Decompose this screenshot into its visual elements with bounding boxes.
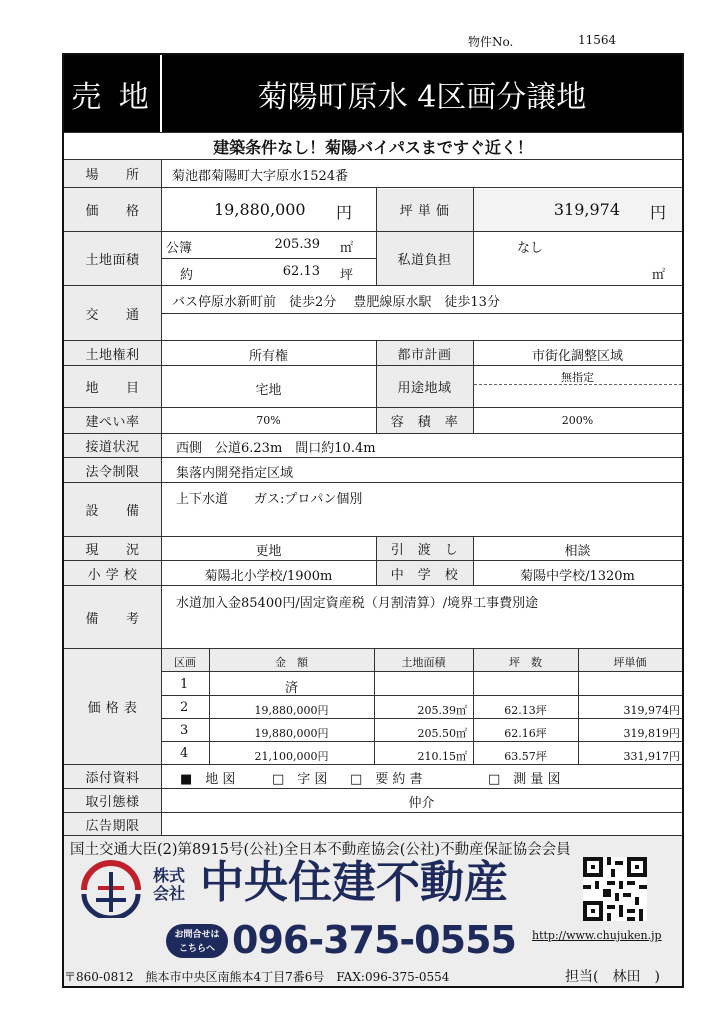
handover-label: 引 渡 し [390,543,459,558]
website-link[interactable]: http://www.chujuken.jp [532,929,662,942]
contact-badge-text-1: お問合せは [174,930,220,940]
price-table-header: 坪単価 [613,656,647,669]
price-table-label: 価 格 表 [87,701,138,716]
price-table-header: 坪 数 [509,656,542,669]
attachment-survey: □ 測 量 図 [488,772,561,787]
contact-badge-text-2: こちらへ [178,944,215,954]
land-area-label: 土地面積 [85,253,140,268]
lot-no: 1 [180,677,189,692]
lot-price: 19,880,000円 [254,704,329,717]
company-prefix-2: 会社 [153,884,186,903]
catch-copy: 建築条件なし！菊陽バイパスまですぐ近く！ [213,137,533,157]
address-text: 〒860-0812 熊本市中央区南熊本4丁目7番6号 FAX:096-375-0554 [64,970,450,984]
price-table-header: 区画 [174,656,196,669]
lot-tsubo: 62.13坪 [504,704,547,717]
qr-code-icon [583,857,647,921]
remarks-value: 水道加入金85400円/固定資産税（月割清算）/境界工事費別途 [176,596,539,611]
lot-price: 19,880,000円 [254,727,329,740]
zoning-value: 無指定 [561,371,594,384]
facilities-value: 上下水道 ガス:プロパン個別 [176,492,363,507]
price-label: 価 格 [85,204,140,219]
location-value: 菊池郡菊陽町大字原水1524番 [172,169,349,184]
lot-unit-price: 319,974円 [623,704,680,717]
facilities-label: 設 備 [85,504,140,519]
city-plan-label: 都市計画 [397,347,452,363]
transaction-label: 取引態様 [85,795,140,810]
price-unit: 円 [336,203,353,222]
price-table-header: 金 額 [275,656,308,669]
property-no: 11564 [578,33,617,47]
approx-area-value: 62.13 [282,264,320,279]
attachment-summary: □ 要 約 書 [350,772,423,787]
official-area-value: 205.39 [274,237,320,252]
category-title: 売 地 [71,80,153,115]
far-label: 容 積 率 [390,415,459,430]
far-value: 200% [561,414,594,427]
private-road-value: なし [517,241,544,256]
company-name: 中央住建不動産 [200,857,508,908]
lot-unit-price: 319,819円 [623,727,680,740]
status-value: 更地 [255,544,282,559]
lot-area: 210.15㎡ [417,750,467,763]
junior-high-label: 中 学 校 [390,567,459,583]
land-category-value: 宅地 [255,383,282,398]
private-road-unit: ㎡ [652,268,666,283]
elementary-school-value: 菊陽北小学校/1900m [204,569,333,584]
price-table-header: 土地面積 [401,656,446,669]
property-no-label: 物件No. [468,35,514,49]
lot-price: 済 [284,681,298,696]
attachments-label: 添付資料 [85,771,140,786]
official-area-label: 公簿 [166,241,193,256]
approx-area-unit: 坪 [340,268,354,283]
lot-price: 21,100,000円 [254,750,329,763]
approx-area-label: 約 [180,268,194,283]
elementary-school-label: 小 学 校 [87,567,138,583]
lot-no: 2 [180,700,189,715]
unit-price-label: 坪 単 価 [399,204,450,219]
lot-area: 205.39㎡ [417,704,467,717]
zoning-label: 用途地域 [397,381,452,396]
legal-value: 集落内開発指定区域 [176,466,294,481]
city-plan-value: 市街化調整区域 [531,349,623,364]
lot-no: 3 [180,723,189,738]
legal-label: 法令制限 [85,464,140,480]
official-area-unit: ㎡ [340,241,354,256]
lot-no: 4 [180,746,189,761]
land-rights-label: 土地権利 [85,347,140,363]
lot-tsubo: 62.16坪 [504,727,547,740]
private-road-label: 私道負担 [397,253,452,268]
status-label: 現 況 [85,543,140,558]
attachment-map: ■ 地 図 [180,772,236,787]
transaction-value: 仲介 [408,796,435,811]
coverage-value: 70% [256,414,281,427]
staff-text: 担当( 林田 ) [565,969,660,985]
junior-high-value: 菊陽中学校/1320m [520,569,635,584]
coverage-label: 建ぺい率 [85,415,140,430]
road-label: 接道状況 [85,440,140,455]
location-label: 場 所 [85,168,140,183]
lot-area: 205.50㎡ [417,727,467,740]
unit-price-unit: 円 [650,203,667,222]
company-logo-icon [80,860,142,918]
transport-label: 交 通 [85,307,140,323]
transport-value: バス停原水新町前 徒歩2分 豊肥線原水駅 徒歩13分 [172,295,500,310]
ad-period-label: 広告期限 [85,818,140,834]
land-category-label: 地 目 [85,381,140,396]
land-rights-value: 所有権 [248,349,288,364]
license-text: 国土交通大臣(2)第8915号(公社)全日本不動産協会(公社)不動産保証協会会員 [70,842,571,858]
handover-value: 相談 [564,544,591,559]
lot-tsubo: 63.57坪 [504,750,547,763]
page-title: 菊陽町原水 4区画分譲地 [257,80,587,115]
remarks-label: 備 考 [85,611,140,627]
price-value: 19,880,000 [214,200,306,219]
phone-number[interactable]: 096-375-0555 [232,918,516,962]
company-prefix-1: 株式 [153,866,186,885]
unit-price-value: 319,974 [553,200,620,219]
road-value: 西側 公道6.23m 間口約10.4m [176,441,376,456]
lot-unit-price: 331,917円 [623,750,680,763]
attachment-plat: □ 字 図 [272,772,328,787]
